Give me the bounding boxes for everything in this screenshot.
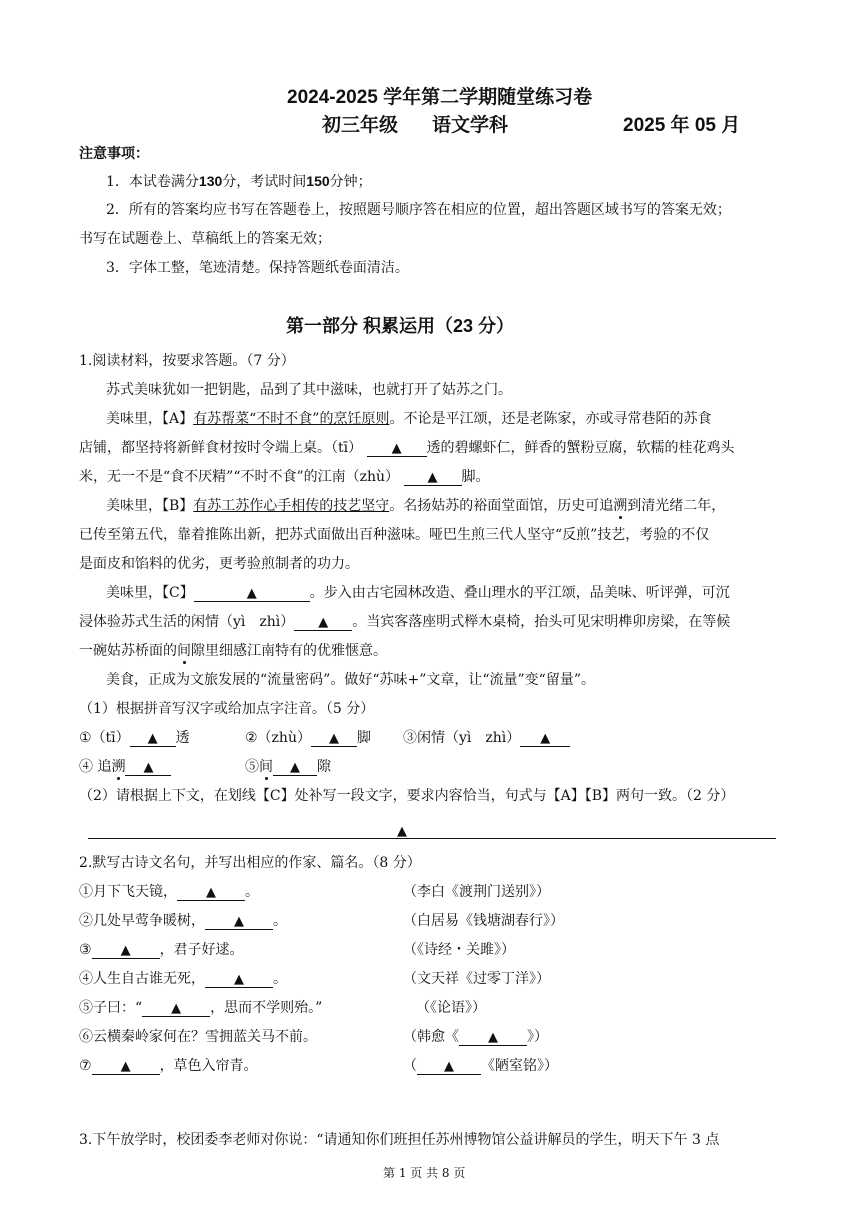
poem-blank-7[interactable]: ▲ — [92, 1059, 160, 1075]
blank-zhu: ▲ — [404, 470, 462, 486]
q1-prompt: 1.阅读材料，按要求答题。（7 分） — [79, 353, 295, 369]
blank-ti: ▲ — [367, 441, 427, 457]
q1-sub-1: （1）根据拼音写汉字或给加点字注音。（5 分） — [79, 701, 375, 717]
poem-blank-4[interactable]: ▲ — [205, 972, 273, 988]
notes-item-2-cont: 书写在试题卷上、草稿纸上的答案无效； — [79, 231, 331, 247]
q1-para-2-line-2: 店铺，都坚持将新鲜食材按时令端上桌。（tī） ▲ 透的碧螺虾仁，鲜香的蟹粉豆腐，软糯的桂花鸡头 — [79, 440, 735, 456]
notes-item-2: 2．所有的答案均应书写在答题卷上，按照题号顺序答在相应的位置，超出答题区域书写的答案无效； — [106, 202, 731, 218]
notes-item-3: 3．字体工整，笔迹清楚。保持答题纸卷面清洁。 — [106, 260, 409, 276]
part1-heading: 第一部分 积累运用（23 分） — [286, 316, 515, 336]
dotted-char-su-2: 溯 — [111, 759, 126, 775]
q2-item-2: ②几处早莺争暖树， ▲ 。 — [79, 913, 287, 929]
q1-para-4-line-2: 浸体验苏式生活的闲情（yì zhì） ▲ 。当宾客落座明式榉木桌椅，抬头可见宋明榫卯房梁，在等候 — [79, 614, 731, 630]
q2-source-3: （《诗经・关雎》） — [403, 942, 515, 958]
poem-blank-5[interactable]: ▲ — [142, 1001, 210, 1017]
answer-blank-3[interactable]: ▲ — [520, 731, 570, 747]
q1-para-4-line-3: 一碗姑苏桥面的间隙里细感江南特有的优雅惬意。 — [79, 643, 387, 659]
poem-blank-2[interactable]: ▲ — [205, 914, 273, 930]
answer-line-mark: ▲ — [397, 824, 407, 839]
q1-sub-1-a: ①（tī） ▲ 透 — [79, 730, 190, 746]
q2-source-4: （文天祥《过零丁洋》） — [403, 971, 550, 987]
exam-date: 2025 年 05 月 — [623, 115, 741, 136]
dotted-char-jian-2: 间 — [259, 759, 273, 775]
q1-para-2-line-3: 米，无一不是“食不厌精”“不时不食”的江南（zhù） ▲ 脚。 — [79, 469, 490, 485]
q1-para-3-line-2: 已传至第五代，靠着推陈出新，把苏式面做出百种滋味。哑巴生煎三代人坚守“反煎”技艺，考验的不仅 — [79, 527, 710, 543]
q1-sub-1-d: ④ 追溯 ▲ — [79, 757, 171, 777]
poem-blank-6[interactable]: ▲ — [459, 1030, 527, 1046]
grade-label: 初三年级 — [322, 115, 399, 136]
answer-blank-5[interactable]: ▲ — [273, 760, 317, 776]
q2-item-4: ④人生自古谁无死， ▲ 。 — [79, 971, 287, 987]
q2-source-1: （李白《渡荆门送别》） — [403, 884, 550, 900]
underlined-sentence-b: 有苏工苏作心手相传的技艺坚守 — [193, 498, 390, 514]
q2-source-7: （ ▲ 《陋室铭》） — [403, 1058, 558, 1074]
q1-para-5: 美食，正成为文旅发展的“流量密码”。做好“苏味+”文章，让“流量”变“留量”。 — [106, 672, 595, 688]
notes-heading: 注意事项： — [79, 145, 149, 161]
q3-prompt: 3.下午放学时，校团委李老师对你说：“请通知你们班担任苏州博物馆公益讲解员的学生，明天下午 3 点 — [79, 1132, 720, 1148]
q2-item-1: ①月下飞天镜， ▲ 。 — [79, 884, 259, 900]
exam-title: 2024-2025 学年第二学期随堂练习卷 — [287, 87, 593, 108]
q1-para-3-line-3: 是面皮和馅料的优劣，更考验煎制者的功力。 — [79, 556, 359, 572]
q2-source-5: （《论语》） — [416, 1000, 486, 1016]
q2-source-6: （韩愈《 ▲ 》） — [403, 1029, 548, 1045]
q2-item-7: ⑦ ▲ ，草色入帘青。 — [79, 1058, 258, 1074]
q1-para-4-line-1: 美味里，【C】 ▲ 。步入由古宅园林改造、叠山理水的平江颂，品美味、听评弹，可沉 — [106, 585, 730, 601]
blank-c: ▲ — [194, 586, 310, 602]
answer-blank-2[interactable]: ▲ — [311, 731, 357, 747]
underlined-sentence-a: 有苏帮菜“不时不食”的烹饪原则 — [193, 411, 390, 427]
q1-para-2-line-1: 美味里，【A】有苏帮菜“不时不食”的烹饪原则。不论是平江颂，还是老陈家，亦或寻常巷陌的苏食 — [106, 411, 712, 427]
answer-blank-4[interactable]: ▲ — [125, 760, 171, 776]
q2-item-3: ③ ▲ ，君子好逑。 — [79, 942, 244, 958]
q1-sub-1-e: ⑤间 ▲ 隙 — [245, 759, 331, 775]
dotted-char-jian: 间 — [177, 643, 191, 659]
q1-para-3-line-1: 美味里，【B】有苏工苏作心手相传的技艺坚守。名扬姑苏的裕面堂面馆，历史可追溯到清光绪二年， — [106, 498, 726, 514]
notes-item-1: 1．本试卷满分130分，考试时间150分钟； — [106, 173, 372, 190]
blank-yizhi: ▲ — [294, 615, 352, 631]
q2-item-6: ⑥云横秦岭家何在？雪拥蓝关马不前。 — [79, 1029, 317, 1045]
dotted-char-su: 溯 — [613, 498, 628, 514]
q1-sub-1-b: ②（zhù） ▲ 脚 — [245, 730, 371, 746]
q1-sub-2: （2）请根据上下文，在划线【C】处补写一段文字，要求内容恰当，句式与【A】【B】两句一致。（2 分） — [79, 788, 735, 804]
q1-para-1: 苏式美味犹如一把钥匙，品到了其中滋味，也就打开了姑苏之门。 — [106, 382, 512, 398]
answer-blank-1[interactable]: ▲ — [130, 731, 176, 747]
page-number: 第 1 页 共 8 页 — [383, 1166, 466, 1180]
q1-sub-1-c: ③闲情（yì zhì） ▲ — [403, 728, 570, 748]
answer-line-c[interactable] — [88, 838, 776, 839]
poem-blank-8[interactable]: ▲ — [417, 1059, 481, 1075]
q2-source-2: （白居易《钱塘湖春行》） — [403, 913, 564, 929]
q2-prompt: 2.默写古诗文名句，并写出相应的作家、篇名。（8 分） — [79, 855, 421, 871]
poem-blank-3[interactable]: ▲ — [92, 943, 160, 959]
q2-item-5: ⑤子曰：“ ▲ ，思而不学则殆。” — [79, 1000, 323, 1016]
poem-blank-1[interactable]: ▲ — [177, 885, 245, 901]
subject-label: 语文学科 — [432, 115, 509, 136]
